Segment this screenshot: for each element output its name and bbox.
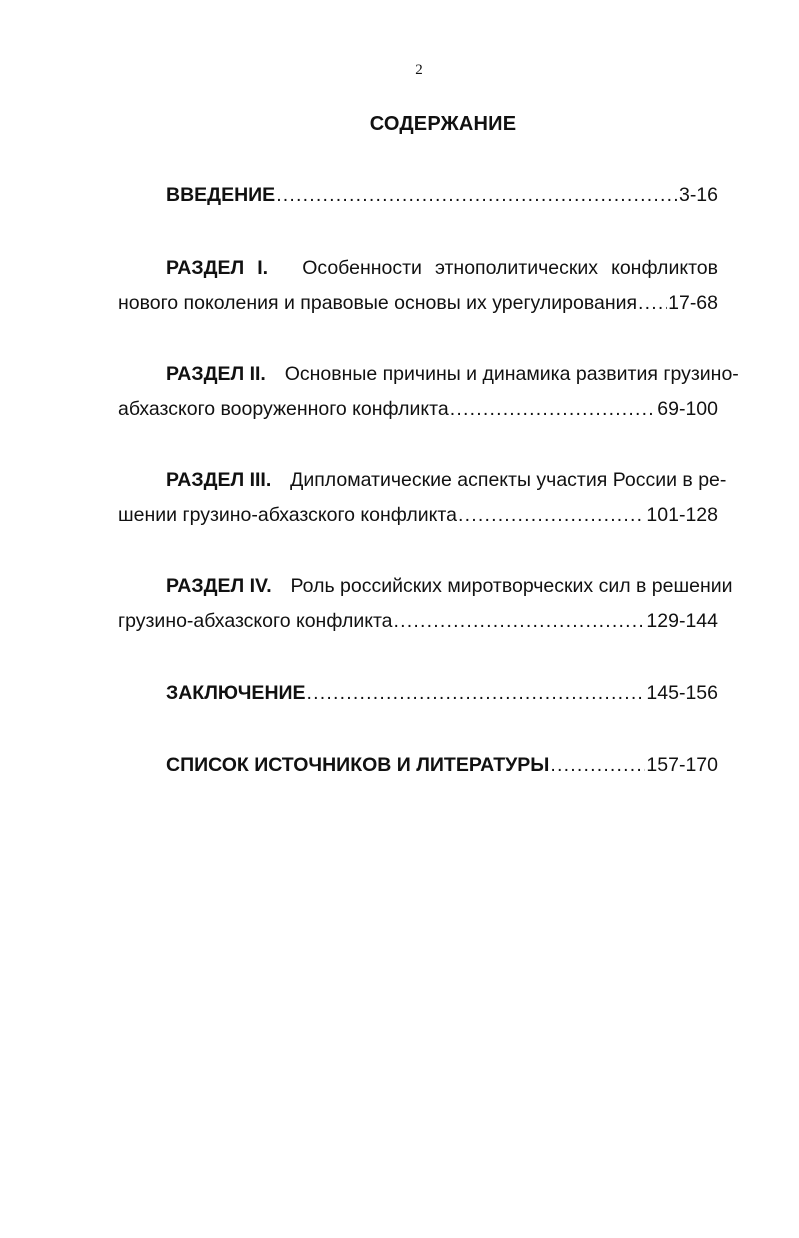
toc-line xyxy=(118,498,718,533)
toc-entry-bibliography xyxy=(118,748,718,783)
toc-entry-pages: 17-68 xyxy=(668,292,718,314)
toc-entry-label: ВВЕДЕНИЕ xyxy=(166,184,276,206)
toc-line xyxy=(118,178,718,213)
dot-leader xyxy=(450,392,657,427)
dot-leader xyxy=(458,498,645,533)
dot-leader xyxy=(307,676,646,711)
dot-leader xyxy=(550,748,645,783)
toc-entry-text: нового поколения и правовые основы их урегулирования xyxy=(118,292,638,314)
toc-entry-conclusion xyxy=(118,676,718,711)
toc-entry-text: Основные причины и динамика развития грузино- xyxy=(284,363,739,385)
toc-entry-text: шении грузино-абхазского конфликта xyxy=(118,504,457,526)
toc-entry-text: Особенности этнополитических конфликтов xyxy=(302,257,718,279)
toc-entry-label: ЗАКЛЮЧЕНИЕ xyxy=(166,682,306,704)
toc-entry-label: РАЗДЕЛ II. xyxy=(166,363,266,385)
toc-entry-section-1 xyxy=(118,251,718,321)
toc-entry-pages: 101-128 xyxy=(646,504,718,526)
toc-line xyxy=(118,392,718,427)
toc-entry-text: Дипломатические аспекты участия России в ре- xyxy=(290,469,727,491)
dot-leader xyxy=(276,178,678,213)
toc-line xyxy=(118,748,718,783)
toc-entry-text: грузино-абхазского конфликта xyxy=(118,610,393,632)
dot-leader xyxy=(638,286,667,321)
toc-entry-label: РАЗДЕЛ I. xyxy=(166,257,269,279)
toc-line xyxy=(118,569,733,604)
dot-leader xyxy=(394,604,646,639)
toc-entry-pages: 157-170 xyxy=(646,754,718,776)
toc-line xyxy=(118,604,718,639)
toc-entry-pages: 69-100 xyxy=(657,398,718,420)
toc-entry-pages: 3-16 xyxy=(678,184,718,206)
toc-entry-section-2 xyxy=(118,357,739,427)
toc-line xyxy=(118,676,718,711)
toc-line xyxy=(118,251,718,286)
toc-entry-label: РАЗДЕЛ III. xyxy=(166,469,272,491)
toc-entry-text: абхазского вооруженного конфликта xyxy=(118,398,449,420)
page-number: 2 xyxy=(415,62,423,78)
toc-entry-pages: 129-144 xyxy=(646,610,718,632)
toc-entry-section-3 xyxy=(118,463,727,533)
toc-title: СОДЕРЖАНИЕ xyxy=(369,113,517,135)
toc-entry-pages: 145-156 xyxy=(646,682,718,704)
toc-entry-label: РАЗДЕЛ IV. xyxy=(166,575,272,597)
toc-line xyxy=(118,357,739,392)
toc-entry-text: Роль российских миротворческих сил в решении xyxy=(290,575,733,597)
toc-line xyxy=(118,286,718,321)
toc-entry-introduction xyxy=(118,178,718,213)
toc-entry-section-4 xyxy=(118,569,733,639)
toc-entry-label: СПИСОК ИСТОЧНИКОВ И ЛИТЕРАТУРЫ xyxy=(166,754,550,776)
toc-line xyxy=(118,463,727,498)
